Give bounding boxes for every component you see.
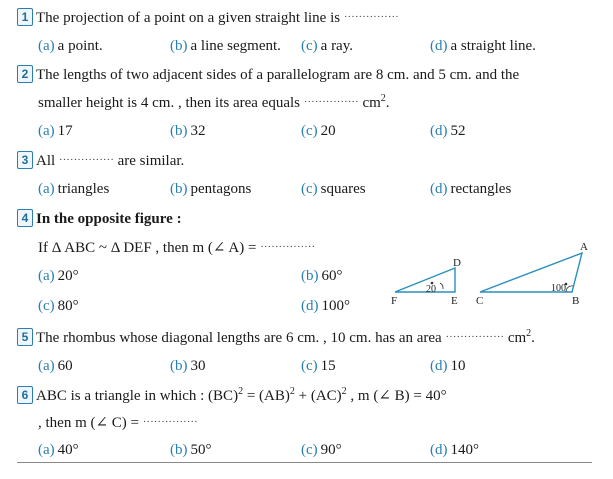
option-label: (d) [430, 38, 448, 54]
question-4 [17, 209, 182, 228]
question-number-badge: 4 [17, 209, 33, 227]
question-3 [17, 151, 184, 170]
option-text: 52 [450, 123, 466, 139]
option-b[interactable] [170, 357, 206, 375]
option-text: 60° [321, 268, 343, 284]
option-a[interactable] [38, 357, 73, 375]
option-b[interactable] [170, 441, 212, 459]
option-d[interactable] [430, 441, 479, 459]
option-b[interactable] [301, 267, 343, 285]
option-c[interactable] [301, 37, 353, 55]
answer-blank: ··············· [343, 11, 399, 23]
angle-label-abc: 100 [551, 283, 566, 294]
similar-triangles-figure [385, 240, 600, 310]
answer-blank: ··············· [58, 154, 114, 166]
option-label: (d) [301, 298, 319, 314]
option-text: a line segment. [190, 38, 281, 54]
question-text-part: = (AB) [243, 388, 290, 404]
option-d[interactable] [301, 297, 350, 315]
triangle-def [395, 268, 455, 292]
option-text: 100° [321, 298, 350, 314]
option-text: rectangles [450, 181, 512, 197]
triangle-abc [480, 253, 582, 292]
option-text: 17 [57, 123, 73, 139]
question-number-badge: 3 [17, 151, 33, 169]
option-c[interactable] [301, 122, 336, 140]
option-text: a straight line. [450, 38, 536, 54]
question-text: The lengths of two adjacent sides of a parallelogram are 8 cm. and 5 cm. and the [36, 67, 520, 83]
option-label: (d) [430, 442, 448, 458]
vertex-label-f: F [391, 295, 398, 307]
question-text-part: , m (∠ B) = 40° [346, 388, 447, 404]
question-1 [17, 8, 399, 27]
option-text: 50° [190, 442, 212, 458]
question-text: In the opposite figure : [36, 211, 182, 227]
option-text: 40° [57, 442, 79, 458]
option-a[interactable] [38, 122, 73, 140]
option-a[interactable] [38, 37, 103, 55]
option-text: 20 [320, 123, 336, 139]
period: . [385, 95, 390, 111]
unit: cm [362, 95, 381, 111]
option-label: (c) [301, 181, 318, 197]
question-text-line2: smaller height is 4 cm. , then its area equals [38, 95, 301, 111]
question-5 [17, 328, 535, 347]
option-label: (a) [38, 442, 55, 458]
answer-blank: ··············· [260, 241, 316, 253]
exponent: 2 [238, 386, 244, 397]
option-label: (b) [170, 38, 188, 54]
option-b[interactable] [170, 180, 251, 198]
answer-blank: ··············· [303, 96, 359, 108]
question-4-continued [38, 238, 315, 257]
option-text: 60 [57, 358, 73, 374]
question-text-after: are similar. [117, 153, 185, 169]
option-c[interactable] [301, 357, 336, 375]
option-c[interactable] [301, 180, 366, 198]
option-label: (c) [301, 442, 318, 458]
angle-label-def: 20 [426, 284, 436, 295]
vertex-label-d: D [453, 257, 461, 269]
question-number-badge: 2 [17, 65, 33, 83]
option-text: 140° [450, 442, 479, 458]
vertex-label-e: E [451, 295, 458, 307]
period: . [531, 330, 535, 346]
option-text: 32 [190, 123, 206, 139]
answer-blank: ················ [445, 331, 505, 343]
option-a[interactable] [38, 267, 79, 285]
angle-arc-def [440, 283, 443, 289]
option-label: (d) [430, 181, 448, 197]
vertex-label-b: B [572, 295, 580, 307]
option-text: 90° [320, 442, 342, 458]
option-label: (c) [301, 123, 318, 139]
option-label: (a) [38, 38, 55, 54]
question-2-continued [38, 93, 390, 112]
question-text-line2: If Δ ABC ~ Δ DEF , then m (∠ A) = [38, 240, 257, 256]
exponent: 2 [341, 386, 347, 397]
question-6 [17, 386, 447, 405]
option-label: (b) [170, 123, 188, 139]
option-text: a ray. [320, 38, 353, 54]
question-2 [17, 65, 519, 84]
option-label: (b) [170, 181, 188, 197]
option-d[interactable] [430, 180, 511, 198]
option-label: (a) [38, 181, 55, 197]
vertex-label-c: C [476, 295, 484, 307]
option-a[interactable] [38, 180, 109, 198]
question-number-badge: 5 [17, 328, 33, 346]
option-text: 15 [320, 358, 336, 374]
question-6-continued [38, 413, 198, 432]
question-text: The rhombus whose diagonal lengths are 6 cm. , 10 cm. has an area [36, 330, 442, 346]
option-text: 20° [57, 268, 79, 284]
option-d[interactable] [430, 357, 466, 375]
option-c[interactable] [38, 297, 79, 315]
option-label: (c) [38, 298, 55, 314]
option-label: (b) [301, 268, 319, 284]
option-text: 80° [57, 298, 79, 314]
question-number-badge: 6 [17, 386, 33, 404]
option-c[interactable] [301, 441, 342, 459]
question-text-part: ABC is a triangle in which : (BC) [36, 388, 239, 404]
exponent: 2 [289, 386, 295, 397]
option-text: 10 [450, 358, 466, 374]
question-text-line2: , then m (∠ C) = [38, 415, 140, 431]
option-label: (a) [38, 358, 55, 374]
option-label: (c) [301, 38, 318, 54]
option-text: squares [320, 181, 366, 197]
unit: cm [507, 330, 527, 346]
option-label: (a) [38, 268, 55, 284]
bottom-divider [17, 462, 592, 463]
question-text: All [36, 153, 56, 169]
option-label: (b) [170, 442, 188, 458]
option-text: pentagons [190, 181, 252, 197]
question-text-part: + (AC) [294, 388, 342, 404]
option-label: (b) [170, 358, 188, 374]
option-a[interactable] [38, 441, 79, 459]
option-d[interactable] [430, 122, 466, 140]
unit-exponent: 2 [526, 328, 532, 339]
vertex-label-a: A [580, 241, 588, 253]
unit-exponent: 2 [380, 93, 386, 104]
answer-blank: ··············· [142, 416, 198, 428]
option-b[interactable] [170, 122, 206, 140]
question-text: The projection of a point on a given straight line is [36, 10, 341, 26]
option-d[interactable] [430, 37, 536, 55]
option-label: (a) [38, 123, 55, 139]
option-label: (d) [430, 358, 448, 374]
option-b[interactable] [170, 37, 281, 55]
option-text: a point. [57, 38, 103, 54]
question-number-badge: 1 [17, 8, 33, 26]
option-label: (d) [430, 123, 448, 139]
option-text: 30 [190, 358, 206, 374]
option-text: triangles [57, 181, 110, 197]
option-label: (c) [301, 358, 318, 374]
